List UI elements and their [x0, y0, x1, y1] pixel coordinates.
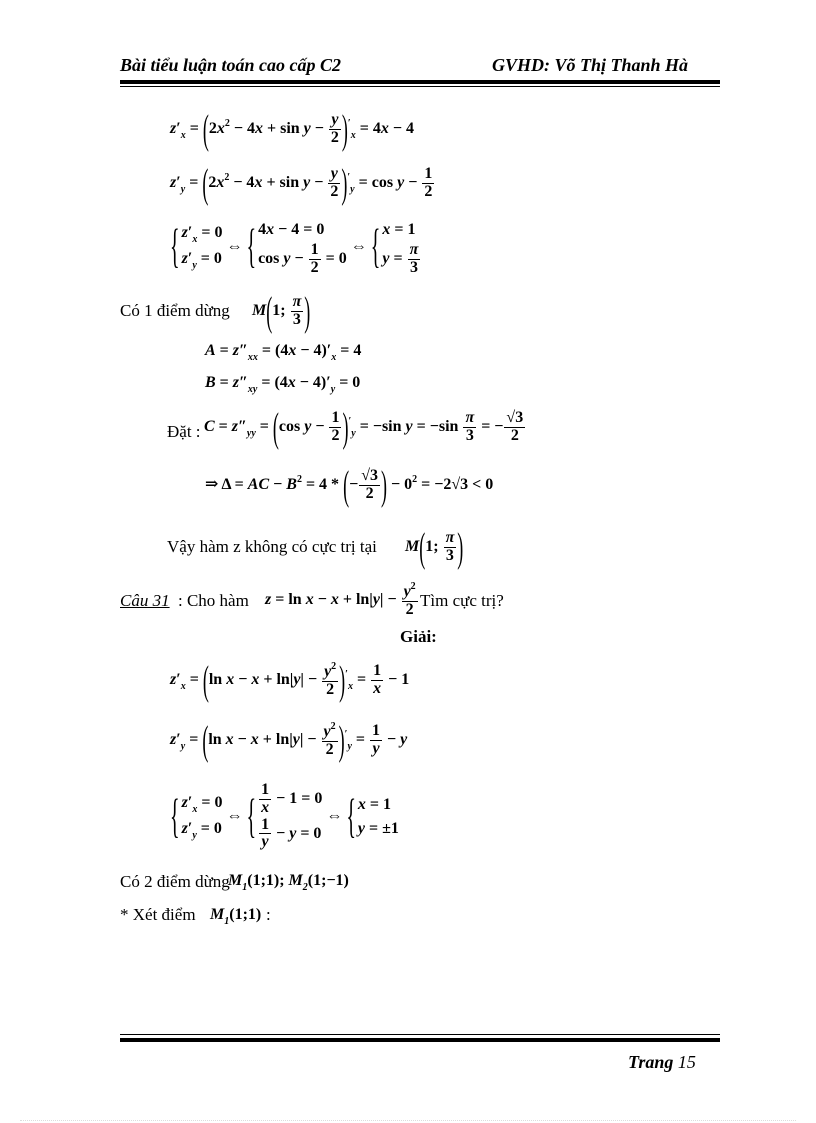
page-number: 15 — [677, 1052, 696, 1072]
footer-rule — [120, 1038, 720, 1042]
header-rule — [120, 80, 720, 84]
consider-colon: : — [266, 905, 271, 924]
stationary-points-text: Có 2 điểm dừng — [120, 872, 230, 891]
formula-delta: ⇒ Δ = AC − $B^2 = 4$ * (− $\frac{√3}{2}$ ) − $0^2 = -2√3 < 0$ — [205, 462, 494, 509]
header-left: Bài tiểu luận toán cao cấp C2 — [120, 55, 342, 75]
points-M1-M2: $M_1(1;1)$; $M_2(1;-1)$ — [228, 872, 349, 893]
header-right: GVHD: Võ Thị Thanh Hà — [492, 55, 689, 75]
point-M: M(1; $\frac{\pi}{3}$ ) — [252, 288, 311, 335]
question-label: Câu 31 — [120, 591, 170, 610]
page-label: Trang 15 — [628, 1052, 696, 1072]
solution-heading: Giải: — [400, 627, 437, 646]
question-tail: Tìm cực trị? — [420, 591, 504, 610]
formula-zx-1: $z'_x = (2x^2 - 4x + \sin y$ − $\frac{y}{2}$ )$'_x = 4x - 4$ — [170, 106, 414, 153]
stationary-point-text: Có 1 điểm dừng — [120, 301, 230, 320]
conclusion-text: Vậy hàm z không có cực trị tại — [167, 537, 377, 556]
system-1: { $z'_x = 0$ $z'_y = 0$ ⇔ { 4x − 4 = 0 cos y − $\frac{1}{2}$ = 0 ⇔ { x = 1 y = $\frac{\pi}{3}$ — [170, 220, 419, 276]
dat-label: Đặt : — [167, 422, 201, 441]
consider-text: * Xét điểm — [120, 905, 196, 924]
question-function: z = ln x − x + ln|y| − $\frac{y^2}{2}$ — [265, 581, 416, 618]
conclusion-point: M(1; $\frac{\pi}{3}$ ) — [405, 524, 464, 571]
point-M1: $M_1(1;1)$ — [210, 906, 262, 927]
formula-C: $C = z''_{yy} = (\cos$ y − $\frac{1}{2}$ )$'_y = -\sin$ y = −sin $\frac{\pi}{3}$ = − $\frac{√3}{2}$ — [204, 404, 524, 451]
system-2: { $z'_x = 0$ $z'_y = 0$ ⇔ { $\frac{1}{x}$ − 1 = 0 $\frac{1}{y}$ − y = 0 ⇔ { x = 1 y = ±1 — [170, 781, 399, 851]
question-intro: : Cho hàm — [178, 591, 249, 610]
formula-zx-2: $z'_x = (\ln$ x − x + ln|y| − $\frac{y^2}{2}$ )$'_x$ = $\frac{1}{x}$ − 1 — [170, 657, 410, 704]
header-rule-thin — [120, 86, 720, 87]
formula-A: $A = z''_{xx} = (4x - 4)'_x = 4$ — [205, 342, 362, 363]
formula-B: $B = z''_{xy} = (4x - 4)'_y = 0$ — [205, 374, 361, 395]
footer-rule-thin — [120, 1034, 720, 1035]
formula-zy-1: $z'_y = (2x^2 - 4x + \sin y$ − $\frac{y}{2}$ )$'_y = \cos y$ − $\frac{1}{2}$ — [170, 160, 433, 207]
formula-zy-2: $z'_y = (\ln$ x − x + ln|y| − $\frac{y^2}{2}$ )$'_y$ = $\frac{1}{y}$ − y — [170, 717, 408, 764]
page-edge — [20, 1120, 796, 1121]
